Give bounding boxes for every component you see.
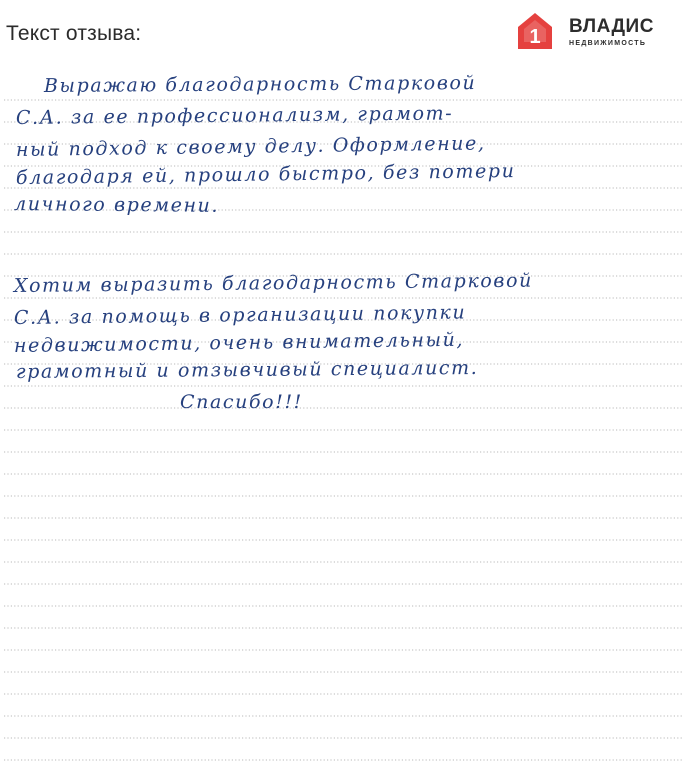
review-line-2: С.А. за ее профессионализм, грамот- [15, 102, 454, 129]
house-logo-icon [517, 12, 553, 50]
review-line-5: личного времени. [13, 193, 220, 217]
review-header-title: Текст отзыва: [6, 22, 142, 45]
logo-brand-name: ВЛАДИС [569, 16, 654, 37]
logo-badge-digit: 1 [529, 26, 541, 48]
review-line-4: благодаря ей, прошло быстро, без потери [15, 160, 516, 189]
review-line-1: Выражаю благодарность Старковой [43, 71, 477, 97]
review-sheet [0, 60, 688, 768]
review-line-3: ный подход к своему делу. Оформление, [15, 132, 486, 161]
review-line-10: Спасибо!!! [180, 391, 303, 413]
logo-brand-subtitle: НЕДВИЖИМОСТЬ [569, 40, 647, 47]
review-line-8: недвижимости, очень внимательный, [13, 328, 465, 357]
review-line-7: С.А. за помощь в организации покупки [13, 301, 467, 329]
review-line-6: Хотим выразить благодарность Старковой [13, 269, 534, 297]
company-logo [517, 12, 677, 52]
review-line-9: грамотный и отзывчивый специалист. [15, 356, 479, 383]
